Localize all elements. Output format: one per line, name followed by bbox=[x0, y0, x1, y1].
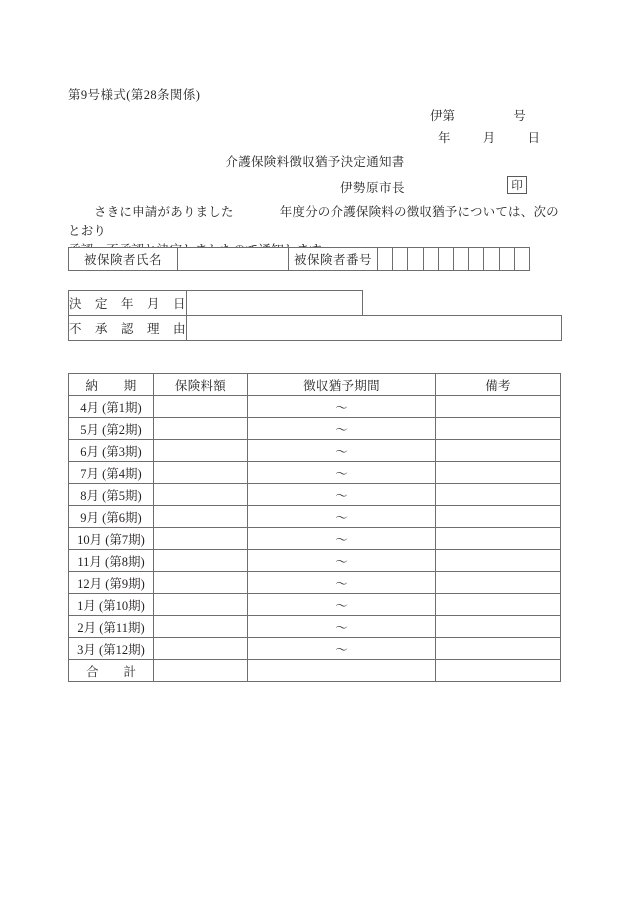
decision-table bbox=[68, 290, 562, 341]
table-row bbox=[69, 291, 562, 316]
insured-number-digit-9[interactable] bbox=[499, 248, 514, 271]
rejection-reason-label: 不 承 認 理 由 bbox=[69, 316, 187, 341]
schedule-period-field[interactable]: 〜 bbox=[248, 418, 436, 440]
column-header-amount: 保険料額 bbox=[154, 374, 248, 396]
schedule-amount-field[interactable] bbox=[154, 462, 248, 484]
insured-person-table bbox=[68, 247, 530, 271]
insured-number-label: 被保険者番号 bbox=[289, 248, 378, 271]
table-row bbox=[69, 506, 561, 528]
table-row bbox=[69, 638, 561, 660]
table-row bbox=[69, 616, 561, 638]
schedule-period-field[interactable]: 〜 bbox=[248, 594, 436, 616]
table-row bbox=[69, 418, 561, 440]
schedule-period-field[interactable]: 〜 bbox=[248, 550, 436, 572]
schedule-note-field[interactable] bbox=[436, 506, 561, 528]
schedule-note-field[interactable] bbox=[436, 528, 561, 550]
schedule-term-label: 5月 (第2期) bbox=[69, 418, 154, 440]
form-number-label: 第9号様式(第28条関係) bbox=[68, 88, 201, 102]
issuer-name: 伊勢原市長 bbox=[340, 181, 406, 195]
schedule-amount-field[interactable] bbox=[154, 638, 248, 660]
schedule-term-label: 2月 (第11期) bbox=[69, 616, 154, 638]
schedule-amount-field[interactable] bbox=[154, 396, 248, 418]
table-row bbox=[69, 248, 530, 271]
table-header-row bbox=[69, 374, 561, 396]
date-year-label: 年 bbox=[438, 131, 451, 145]
table-row bbox=[69, 462, 561, 484]
schedule-term-label: 4月 (第1期) bbox=[69, 396, 154, 418]
insured-number-digit-1[interactable] bbox=[378, 248, 393, 271]
insured-number-digit-4[interactable] bbox=[423, 248, 438, 271]
schedule-term-label: 11月 (第8期) bbox=[69, 550, 154, 572]
table-row bbox=[69, 396, 561, 418]
schedule-note-field[interactable] bbox=[436, 550, 561, 572]
schedule-amount-field[interactable] bbox=[154, 440, 248, 462]
column-header-term: 納 期 bbox=[69, 374, 154, 396]
schedule-period-field[interactable]: 〜 bbox=[248, 396, 436, 418]
schedule-term-label: 3月 (第12期) bbox=[69, 638, 154, 660]
schedule-term-label: 1月 (第10期) bbox=[69, 594, 154, 616]
schedule-term-label: 9月 (第6期) bbox=[69, 506, 154, 528]
schedule-period-field[interactable] bbox=[248, 660, 436, 682]
table-row bbox=[69, 572, 561, 594]
insured-name-value-field[interactable] bbox=[178, 248, 289, 271]
schedule-amount-field[interactable] bbox=[154, 484, 248, 506]
schedule-term-label: 合 計 bbox=[69, 660, 154, 682]
date-day-label: 日 bbox=[527, 131, 541, 145]
schedule-period-field[interactable]: 〜 bbox=[248, 506, 436, 528]
schedule-period-field[interactable]: 〜 bbox=[248, 462, 436, 484]
schedule-note-field[interactable] bbox=[436, 462, 561, 484]
schedule-period-field[interactable]: 〜 bbox=[248, 616, 436, 638]
schedule-note-field[interactable] bbox=[436, 638, 561, 660]
schedule-amount-field[interactable] bbox=[154, 572, 248, 594]
insured-number-digit-5[interactable] bbox=[438, 248, 453, 271]
date-month-label: 月 bbox=[482, 131, 496, 145]
schedule-period-field[interactable]: 〜 bbox=[248, 528, 436, 550]
body-line1-part1: さきに申請がありました bbox=[94, 205, 234, 219]
decision-row-spacer bbox=[363, 291, 562, 316]
table-row bbox=[69, 594, 561, 616]
schedule-amount-field[interactable] bbox=[154, 594, 248, 616]
insured-number-digit-7[interactable] bbox=[469, 248, 484, 271]
decision-date-label: 決 定 年 月 日 bbox=[69, 291, 187, 316]
schedule-note-field[interactable] bbox=[436, 440, 561, 462]
schedule-amount-field[interactable] bbox=[154, 506, 248, 528]
insured-number-digit-2[interactable] bbox=[393, 248, 408, 271]
decision-date-value-field[interactable] bbox=[187, 291, 363, 316]
schedule-note-field[interactable] bbox=[436, 418, 561, 440]
schedule-note-field[interactable] bbox=[436, 396, 561, 418]
table-row bbox=[69, 550, 561, 572]
schedule-term-label: 8月 (第5期) bbox=[69, 484, 154, 506]
insured-number-digit-8[interactable] bbox=[484, 248, 499, 271]
table-row bbox=[69, 316, 562, 341]
document-date-line bbox=[438, 128, 540, 146]
document-number-line bbox=[430, 106, 526, 124]
insured-number-digit-6[interactable] bbox=[453, 248, 468, 271]
schedule-note-field[interactable] bbox=[436, 660, 561, 682]
schedule-note-field[interactable] bbox=[436, 572, 561, 594]
schedule-term-label: 12月 (第9期) bbox=[69, 572, 154, 594]
schedule-period-field[interactable]: 〜 bbox=[248, 440, 436, 462]
seal-stamp-box: 印 bbox=[507, 176, 527, 194]
schedule-term-label: 10月 (第7期) bbox=[69, 528, 154, 550]
table-row bbox=[69, 660, 561, 682]
rejection-reason-value-field[interactable] bbox=[187, 316, 562, 341]
schedule-amount-field[interactable] bbox=[154, 660, 248, 682]
schedule-note-field[interactable] bbox=[436, 594, 561, 616]
schedule-period-field[interactable]: 〜 bbox=[248, 484, 436, 506]
table-row bbox=[69, 484, 561, 506]
insured-number-digit-10[interactable] bbox=[514, 248, 529, 271]
insured-number-digit-3[interactable] bbox=[408, 248, 423, 271]
schedule-note-field[interactable] bbox=[436, 484, 561, 506]
schedule-note-field[interactable] bbox=[436, 616, 561, 638]
schedule-term-label: 7月 (第4期) bbox=[69, 462, 154, 484]
schedule-amount-field[interactable] bbox=[154, 528, 248, 550]
document-number-suffix: 号 bbox=[513, 109, 526, 123]
schedule-period-field[interactable]: 〜 bbox=[248, 638, 436, 660]
column-header-period: 徴収猶予期間 bbox=[248, 374, 436, 396]
schedule-amount-field[interactable] bbox=[154, 616, 248, 638]
body-line1-part2: 年度分の介護保険料の徴収猶予については、次のとおり bbox=[68, 205, 559, 238]
schedule-amount-field[interactable] bbox=[154, 550, 248, 572]
document-title: 介護保険料徴収猶予決定通知書 bbox=[225, 155, 405, 169]
table-row bbox=[69, 528, 561, 550]
payment-schedule-table bbox=[68, 373, 561, 682]
schedule-term-label: 6月 (第3期) bbox=[69, 440, 154, 462]
document-number-prefix: 伊第 bbox=[430, 109, 456, 123]
schedule-amount-field[interactable] bbox=[154, 418, 248, 440]
schedule-period-field[interactable]: 〜 bbox=[248, 572, 436, 594]
insured-name-label: 被保険者氏名 bbox=[69, 248, 178, 271]
column-header-note: 備考 bbox=[436, 374, 561, 396]
table-row bbox=[69, 440, 561, 462]
